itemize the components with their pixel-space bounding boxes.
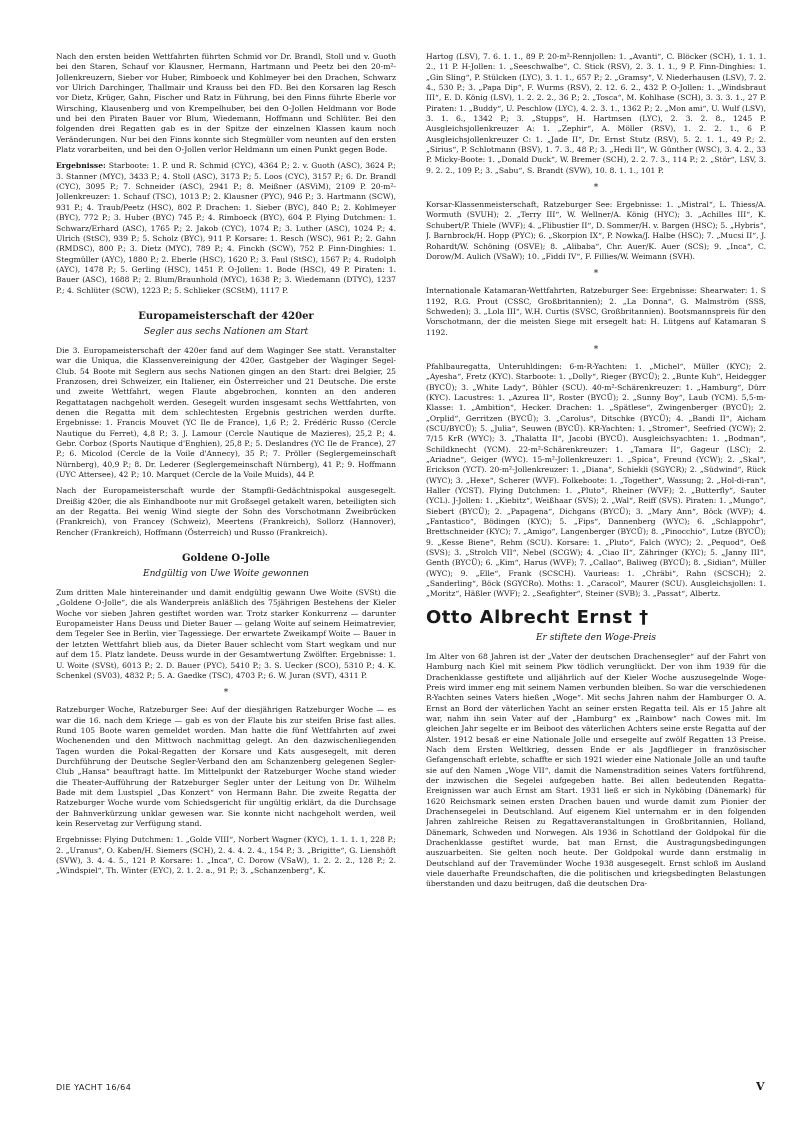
section-subheading-o-jolle: Endgültig von Uwe Woite gewonnen bbox=[143, 569, 309, 580]
section-separator-star: * bbox=[593, 269, 599, 280]
results-text: Starboote: 1. P. und R. Schmid (CYC), 4364 P.; 2. v. Guoth (ASC), 3624 P.; 3. Stanner (MYC), 3433 P.; 4. Stoll (ASC), 3173 P.; 5. Loos (CYC), 3157 P.; 6. Dr. Brandl (CYC), 3095 P.; 7. Schneider (ASC), 2941 P.; 8. Meißner (ASViM), 2109 P. 20-m²-Jollenkreuzer: 1. Schauf (TSC), 1013 P.; 2. Klausner (PYC), 946 P.; 3. Hartmann (SCW), 931 P.; 4. Traub/Peetz (HSC), 802 P. Drachen: 1. Sieber (BYC), 840 P.; 2. Kohlmeyer (BYC), 772 P.; 3. Huber (BYC) 745 P.; 4. Rimboeck (BYC), 604 P. Flying Dutchmen: 1. Schwarz/Erhard (ASC), 1765 P.; 2. Jakob (CYC), 1074 P.; 3. Luther (ASC), 1024 P.; 4. Ulrich (StSC), 939 P.; 5. Scholz (BYC), 911 P. Korsare: 1. Resch (WSC), 961 P.; 2. Gahn (RMDSC), 800 P.; 3. Dietz (MYC), 789 P.; 4. Finckh (SCW), 752 P. Finn-Dinghies: 1. Stegmüller (AYC), 1880 P.; 2. Eberle (HSC), 1620 P.; 3. Faul (StSC), 1567 P.; 4. Rudolph (AYC), 1478 P.; 5. Gerling (HSC), 1451 P. O-Jollen: 1. Bode (HSC), 49 P. Piraten: 1. Bauer (ASC), 1688 P.; 2. Blum/Braunhold (MYC), 1638 P.; 3. Wiedemann (DTYC), 1237 P.; 4. Schlüter (SCW), 1223 P.; 5. Schlieker (SCStM), 1117 P. bbox=[56, 161, 396, 295]
korsar-paragraph: Korsar-Klassenmeisterschaft, Ratzeburger See: Ergebnisse: 1. „Mistral“, L. Thiess/A. Wormuth (SVUH); 2. „Terry III“, W. Wellner/A. König (HYC); 3. „Achilles III“, K. Schubert/P. Thiele (WVF); 4. „Flibustier II“, D. Sommer/H. v. Bargen (HSC); 5. „Hybris“, J. Barnbrock/H. Hopp (PYC); 6. „Skorpion IX“, P. Nowka/J. Halbe (HSC); 7. „Mucsi II“, J. Rohardt/W. Schöning (OSVE); 8. „Alibaba“, Chr. Auer/K. Auer (SCS); 9. „Inca“, C. Dorow/M. Aulich (VSaW); 10. „Fiddi IV“, F. Fillies/W. Weimann (SVH). bbox=[426, 200, 766, 261]
section-separator-star: * bbox=[593, 183, 599, 194]
footer-issue: DIE YACHT 16/64 bbox=[56, 1083, 132, 1092]
section-heading-420er: Europameisterschaft der 420er bbox=[138, 310, 314, 322]
pfahlbau-paragraph: Pfahlbauregatta, Unteruhldingen: 6-m-R-Yachten: 1. „Michel“, Müller (KYC); 2. „Ayesha“, Fretz (KYC). Starboote: 1. „Dolly“, Rieger (BYCÜ); 2. „Bunte Kuh“, Heidegger (BYCÜ); 3. „White Lady“, Bühler (SCU). 40-m²-Schärenkreuzer: 1. „Hamburg“, Dürr (KYC). Lacustres: 1. „Azurea II“, Roster (BYCÜ); 2. „Sunny Boy“, Laub (YCM). 5,5-m-Klasse: 1. „Ambition“, Hecker. Drachen: 1. „Spätlese“, Zwingenberger (BYCÜ); 2. „Orplid“, Gerritzen (BYCÜ); 3. „Carolus“, Ditschke (BYCÜ); 4. „Bandi II“, Aicham (SCU/BYCÜ); 5. „Julia“, Seuwen (BYCÜ). KR-Yachten: 1. „Stromer“, Seefried (YCW); 2. 7/15 KrR (WYC); 3. „Thalatta II“, Jacobi (BYCÜ). Ausgleichsyachten: 1. „Bodman“, Schildknecht (YCM). 22-m²-Schärenkreuzer: 1. „Tamara II“, Gageur (LSC); 2. „Ariadne“, Geiger (WYC). 15-m²-Jollenkreuzer: 1. „Spica“, Freund (YCW); 2. „Skal“, Erickson (YCT). 20-m²-Jollenkreuzer: 1. „Diana“, Schiekli (SGYCR); 2. „Südwind“, Rück (WYC); 3. „Hexe“, Scherer (WVF). Folkeboote: 1. „Together“, Wassung; 2. „Hol-di-ran“, Haller (YCST). Flying Dutchmen: 1. „Pluto“, Rheiner (WVF); 2. „Butterfly“, Sauter (YCL). J-Jollen: 1. „Kiebitz“, Weißhaar (SVS); 2. „Wal“, Reiff (SVS). Piraten: 1. „Mungo“, Siebert (BYCÜ); 2. „Papagena“, Dichgans (BYCÜ); 3. „Mary Ann“, Böck (WVF); 4. „Fantastico“, Bödingen (KYC); 5. „Fips“, Dannenberg (WYC); 6. „Schlappohr“, Brettschneider (KYC); 7. „Amigo“, Langenberger (BYCÜ); 8. „Pinocchio“, Lutze (BYCÜ); 9. „Kesse Biene“, Rehm (SCU). Korsare: 1. „Pluto“, Falch (WYC); 2. „Pequod“, Oeß (SVS); 3. „Strolch VII“, Nebel (SCGW); 4. „Ciao II“, Zähringer (KYC); 5. „Janny III“, Genth (BYCÜ); 6. „Kim“, Harus (WVF); 7. „Callao“, Baliweg (BYCÜ); 8. „Sidian“, Müller (WYC); 9. „Elle“, Frank (SCSCH). Vaurieas: 1. „Chräbi“, Rahn (SCSCH); 2. „Sanderling“, Böck (SGYCRo). Moths: 1. „Caracol“, Maurer (SCU). Ausgleichsjollen: 1. „Moritz“, Häßler (WVF); 2. „Seafighter“, Steiner (SVB); 3. „Passat“, Albertz. bbox=[426, 361, 766, 599]
ratzeburg-results-paragraph: Ergebnisse: Flying Dutchmen: 1. „Golde VIII“, Norbert Wagner (KYC), 1. 1. 1. 1, 228 P.; 2. „Uranus“, O. Kaben/H. Siemers (SCH), 2. 4. 4. 2. 4., 154 P.; 3. „Brigitte“, G. Lienshöft (SVW), 3. 4. 4. 5., 121 P. Korsare: 1. „Inca“, C. Dorow (VSaW), 1. 2. 2. 2., 128 P.; 2. „Windspiel“, Th. Winter (EYC), 2. 1. 2. a., 91 P.; 3. „Schanzenberg“, K. bbox=[56, 835, 396, 876]
obituary-subtitle: Er stiftete den Woge-Preis bbox=[535, 632, 657, 643]
footer-page-number: V bbox=[756, 1080, 765, 1093]
section-separator-star: * bbox=[223, 688, 229, 699]
o-jolle-paragraph: Zum dritten Male hintereinander und damit endgültig gewann Uwe Woite (SVSt) die „Goldene O-Jolle“, die als Wanderpreis anläßlich des 75jährigen Bestehens der Kieler Woche vor sieben Jahren gestiftet worden war. Trotz starker Konkurrenz — darunter Europameister Hans Deuss und Dieter Bauer — gelang Woite auf seinem Heimatrevier, dem Tegeler See in Berlin, vier Tagessiege. Der erwartete Zweikampf Woite — Bauer in der letzten Wettfahrt blieb aus, da Dieter Bauer schlecht vom Start wegkam und nur auf dem 15. Platz landete. Deuss wurde in der Gesamtwertung Zwölfter. Ergebnisse: 1. U. Woite (SVSt), 6013 P.; 2. D. Bauer (PYC), 5410 P.; 3. S. Uecker (SCO), 5310 P.; 4. K. Schenkel (SV03), 4832 P.; 5. A. Gaedke (TSC), 4703 P.; 6. W. Juran (SVT), 4311 P. bbox=[56, 588, 396, 680]
left-column bbox=[56, 52, 396, 1082]
results-paragraph bbox=[56, 161, 396, 295]
ratzeburg-paragraph: Ratzeburger Woche, Ratzeburger See: Auf der diesjährigen Ratzeburger Woche — es war die 16. nach dem Kriege — gab es von der Flaute bis zur steifen Brise fast alles. Rund 105 Boote waren gemeldet worden. Man hatte die fünf Wettfahrten auf zwei Wochenenden und den Mittwoch nachmittag gelegt. An den dazwischenliegenden Tagen wurden die Pokal-Regatten der Korsare und Kats ausgesegelt, mit deren Durchführung der Deutsche Segler-Verband den am Schanzenberg gelegenen Segler-Club „Hansa“ beauftragt hatte. Im Mittelpunkt der Ratzeburger Woche stand wieder die Theater-Aufführung der Ratzeburger Segler unter der Leitung von Dr. Wilhelm Bade mit dem Lustspiel „Das Konzert“ von Hermann Bahr. Die zweite Regatta der Ratzeburger Woche wurde vom Schiedsgericht für ungültig erklärt, da die Durchsage der Bahnverkürzung unklar gewesen war. Sie konnte nicht nachgeholt werden, weil kein Reservetag zur Verfügung stand. bbox=[56, 705, 396, 828]
section-separator-star: * bbox=[593, 344, 599, 355]
420er-paragraph: Die 3. Europameisterschaft der 420er fand auf dem Waginger See statt. Veranstalter war die Uniqua, die Klassenvereinigung der 420er, Gastgeber der Waginger Segel-Club. 54 Boote mit Seglern aus sechs Nationen gingen an den Start: drei Belgier, 25 Franzosen, drei Schweizer, ein Italiener, ein Österreicher und 21 Deutsche. Die erste und zweite Wettfahrt, wegen Flaute abgebrochen, konnten an den anderen Regattatagen nachgeholt werden. Gesegelt wurden insgesamt sechs Wettfahrten, von denen die Regatta mit dem schlechtesten Ergebnis gestrichen werden durfte. Ergebnisse: 1. Francis Mouvet (YC Ile de France), 1,6 P.; 2. Frédéric Russo (Cercle Nautique du Ferret), 4,8 P.; 3. J. Lamour (Cercle Nautique de Mazieres), 25,2 P.; 4. Gebr. Corboz (Sports Nautique d'Enghien), 25,8 P.; 5. Deslandres (YC Ile de France), 27 P.; 6. Micolod (Cercle de la Voile d'Annecy), 35 P.; 7. Pröller (Seglergemeinschaft Nürnberg), 40,9 P.; 8. Dr. Lederer (Seglergemeinschaft Nürnberg), 41 P.; 9. Hoffmann (UYC Attersee), 42 P.; 10. Marquet (Cercle de la Voile Muids), 44 P. bbox=[56, 345, 396, 480]
section-subheading-420er: Segler aus sechs Nationen am Start bbox=[143, 326, 309, 337]
obituary-title: Otto Albrecht Ernst † bbox=[426, 606, 649, 628]
katamaran-paragraph: Internationale Katamaran-Wettfahrten, Ratzeburger See: Ergebnisse: Shearwater: 1. S 1192, R.G. Prout (CSSC, Großbritannien); 2. „La Donna“, G. Malmström (SSS, Schweden); 3. „Lola III“, W.H. Curtis (SVSC, Großbritannien). Bootsmannspreis für den Vorschotmann, der die meisten Siege mit ersegelt hat: H. Lütgens auf Katamaran S 1192. bbox=[426, 286, 766, 337]
stampfli-paragraph: Nach der Europameisterschaft wurde der Stampfli-Gedächtnispokal ausgesegelt. Dreißig 420er, die als Einhandboote nur mit Großsegel getakelt waren, beteiligten sich an der Regatta. Bei wenig Wind siegte der Sohn des Vorschotmann Zweibrücken (Frankreich), von Francey (Schweiz), Meertens (Frankreich), Sollorz (Hannover), Rencher (Frankreich), Hoffmann (Österreich) und Russo (Frankreich). bbox=[56, 486, 396, 537]
intro-paragraph: Nach den ersten beiden Wettfahrten führten Schmid vor Dr. Brandl, Stoll und v. Guoth bei den Staren, Schauf vor Klausner, Hermann, Hartmann und Peetz bei den 20-m²-Jollenkreuzern, Sieber vor Huber, Rimboeck und Kohlmeyer bei den Drachen, Schwarz vor Ulrich Darchinger, Thallmair und Krauss bei den FD. Bei den Korsaren lag Resch vor Dietz, Krüger, Gahn, Fischer und Ratz in Führung, bei den Finns führte Eberle vor Wirsching, Klausenberg und von Krempelhuber, bei den O-Jollen Heldmann vor Bode und bei den Piraten Bauer vor Blum, Wiedemann, Hoffmann und Schlüter. Bei den folgenden drei Regatten gab es in der Spitze der einzelnen Klassen kaum noch Veränderungen. Nur bei den Finns konnte sich Stegmüller vom neunten auf den ersten Platz vorarbeiten, und bei den O-Jollen verlor Heldmann um einen Punkt gegen Bode. bbox=[56, 52, 396, 155]
ratzeburg-results-continued: Hartog (LSV), 7. 6. 1. 1., 89 P. 20-m²-Rennjollen: 1. „Avanti“, C. Blöcker (SCH), 1. 1. 1. 2., 11 P. H-Jollen: 1. „Seeschwalbe“, C. Stick (RSV), 2. 3. 1. 1., 9 P. Finn-Dinghies: 1. „Gin Sling“, P. Stülcken (LYC), 3. 1. 1., 657 P.; 2. „Gramsy“, V. Niederhausen (LSV), 7. 2. 4., 530 P.; 3. „Papa Dip“, F. Wurms (RSV), 2. 12. 6. 2., 432 P. O-Jollen: 1. „Windsbraut III“, E. D. König (LSV), 1. 2. 2. 2., 36 P.; 2. „Tosca“, M. Kohlhase (SCH), 3. 3. 3. 1., 27 P. Piraten: 1. „Buddy“, U. Peschlow (LYC), 4. 2. 3. 1., 1362 P.; 2. „Mon ami“, U. Wulf (LSV), 3. 1. 6., 1342 P.; 3. „Stupps“, H. Hartmsen (LYC), 2. 3. 2. 8., 1245 P. Ausgleichsjollenkreuzer A: 1. „Zephir“, A. Möller (RSV), 1. 2. 2. 1., 6 P. Ausgleichsjollenkreuzer C: 1. „Jade II“, Dr. Ernst Stutz (RSV), 5. 2. 1. 1., 49 P.; 2. „Sirius“, P. Schlotmann (BSV), 1. 7. 3., 48 P.; 3. „Hedi II“, W. Günther (WSC), 3. 4. 2., 33 P. Micky-Boote: 1. „Donald Duck“, W. Bremer (SCH), 2. 2. 7. 3., 114 P.; 2. „Stör“, LSV, 3. 9. 2. 2., 109 P.; 3. „Sabu“, S. Brandt (SVW), 10. 8. 1. 1., 101 P. bbox=[426, 52, 766, 175]
obituary-paragraph: Im Alter von 68 Jahren ist der „Vater der deutschen Drachensegler“ auf der Fahrt von Hamburg nach Kiel mit seinem Pkw tödlich verunglückt. Der von ihm 1939 für die Drachenklasse gestiftete und alljährlich auf der Kieler Woche auszusegelnde Woge-Preis wird immer eng mit seinem Namen verbunden bleiben. So war die verschiedenen R-Yachten seines Vaters hießen „Woge“. Mit sechs Jahren nahm der Hamburger O. A. Ernst an Bord der väterlichen Yacht an seiner ersten Regatta teil. Als er 15 Jahre alt war, nahm ihn sein Vater auf der „Hamburg“ ex „Rainbow“ nach Cowes mit. Im gleichen Jahr segelte er im Beiboot des väterlichen Achters seine erste Regatta auf der Alster. 1912 besaß er eine Nationale Jolle und ersegelte auf zwölf Regatten 13 Preise. Nach dem Ersten Weltkrieg, dessen Ende er als Jagdflieger in französischer Gefangenschaft erlebte, schaffte er sich 1921 wieder eine Nationale Jolle an und taufte sie auf den Namen „Woge VII“, damit die Namenstradition seines Vaters fortführend, der inzwischen die Segelei aufgegeben hatte. Bei allen bedeutenden Regatta-Ereignissen war auch Ernst am Start. 1931 ließ er sich in Nyköbing (Dänemark) für 1620 Reichsmark seinen ersten Drachen bauen und wurde damit zum Pionier der Drachensegelei in Deutschland. Auf eigenem Kiel unternahm er in den folgenden Jahren zahlreiche Reisen zu Regattaveranstaltungen in Großbritannien, Holland, Dänemark, Schweden und Norwegen. Als 1936 in Schottland der Goldpokal für die Drachenklasse gestiftet wurde, bat man Ernst, die Austragungsbedingungen auszuarbeiten. Sie gelten noch heute. Der Goldpokal wurde dann erstmalig in Deutschland auf der Travemünder Woche 1938 ausgesegelt. Ernst schloß im Ausland viele dauerhafte Freundschaften, die die politischen und kriegsbedingten Belastungen überstanden und dazu beitrugen, daß die deutschen Dra- bbox=[426, 651, 766, 889]
right-column bbox=[426, 52, 766, 1082]
results-label: Ergebnisse: bbox=[56, 161, 106, 171]
section-heading-o-jolle: Goldene O-Jolle bbox=[181, 553, 271, 565]
